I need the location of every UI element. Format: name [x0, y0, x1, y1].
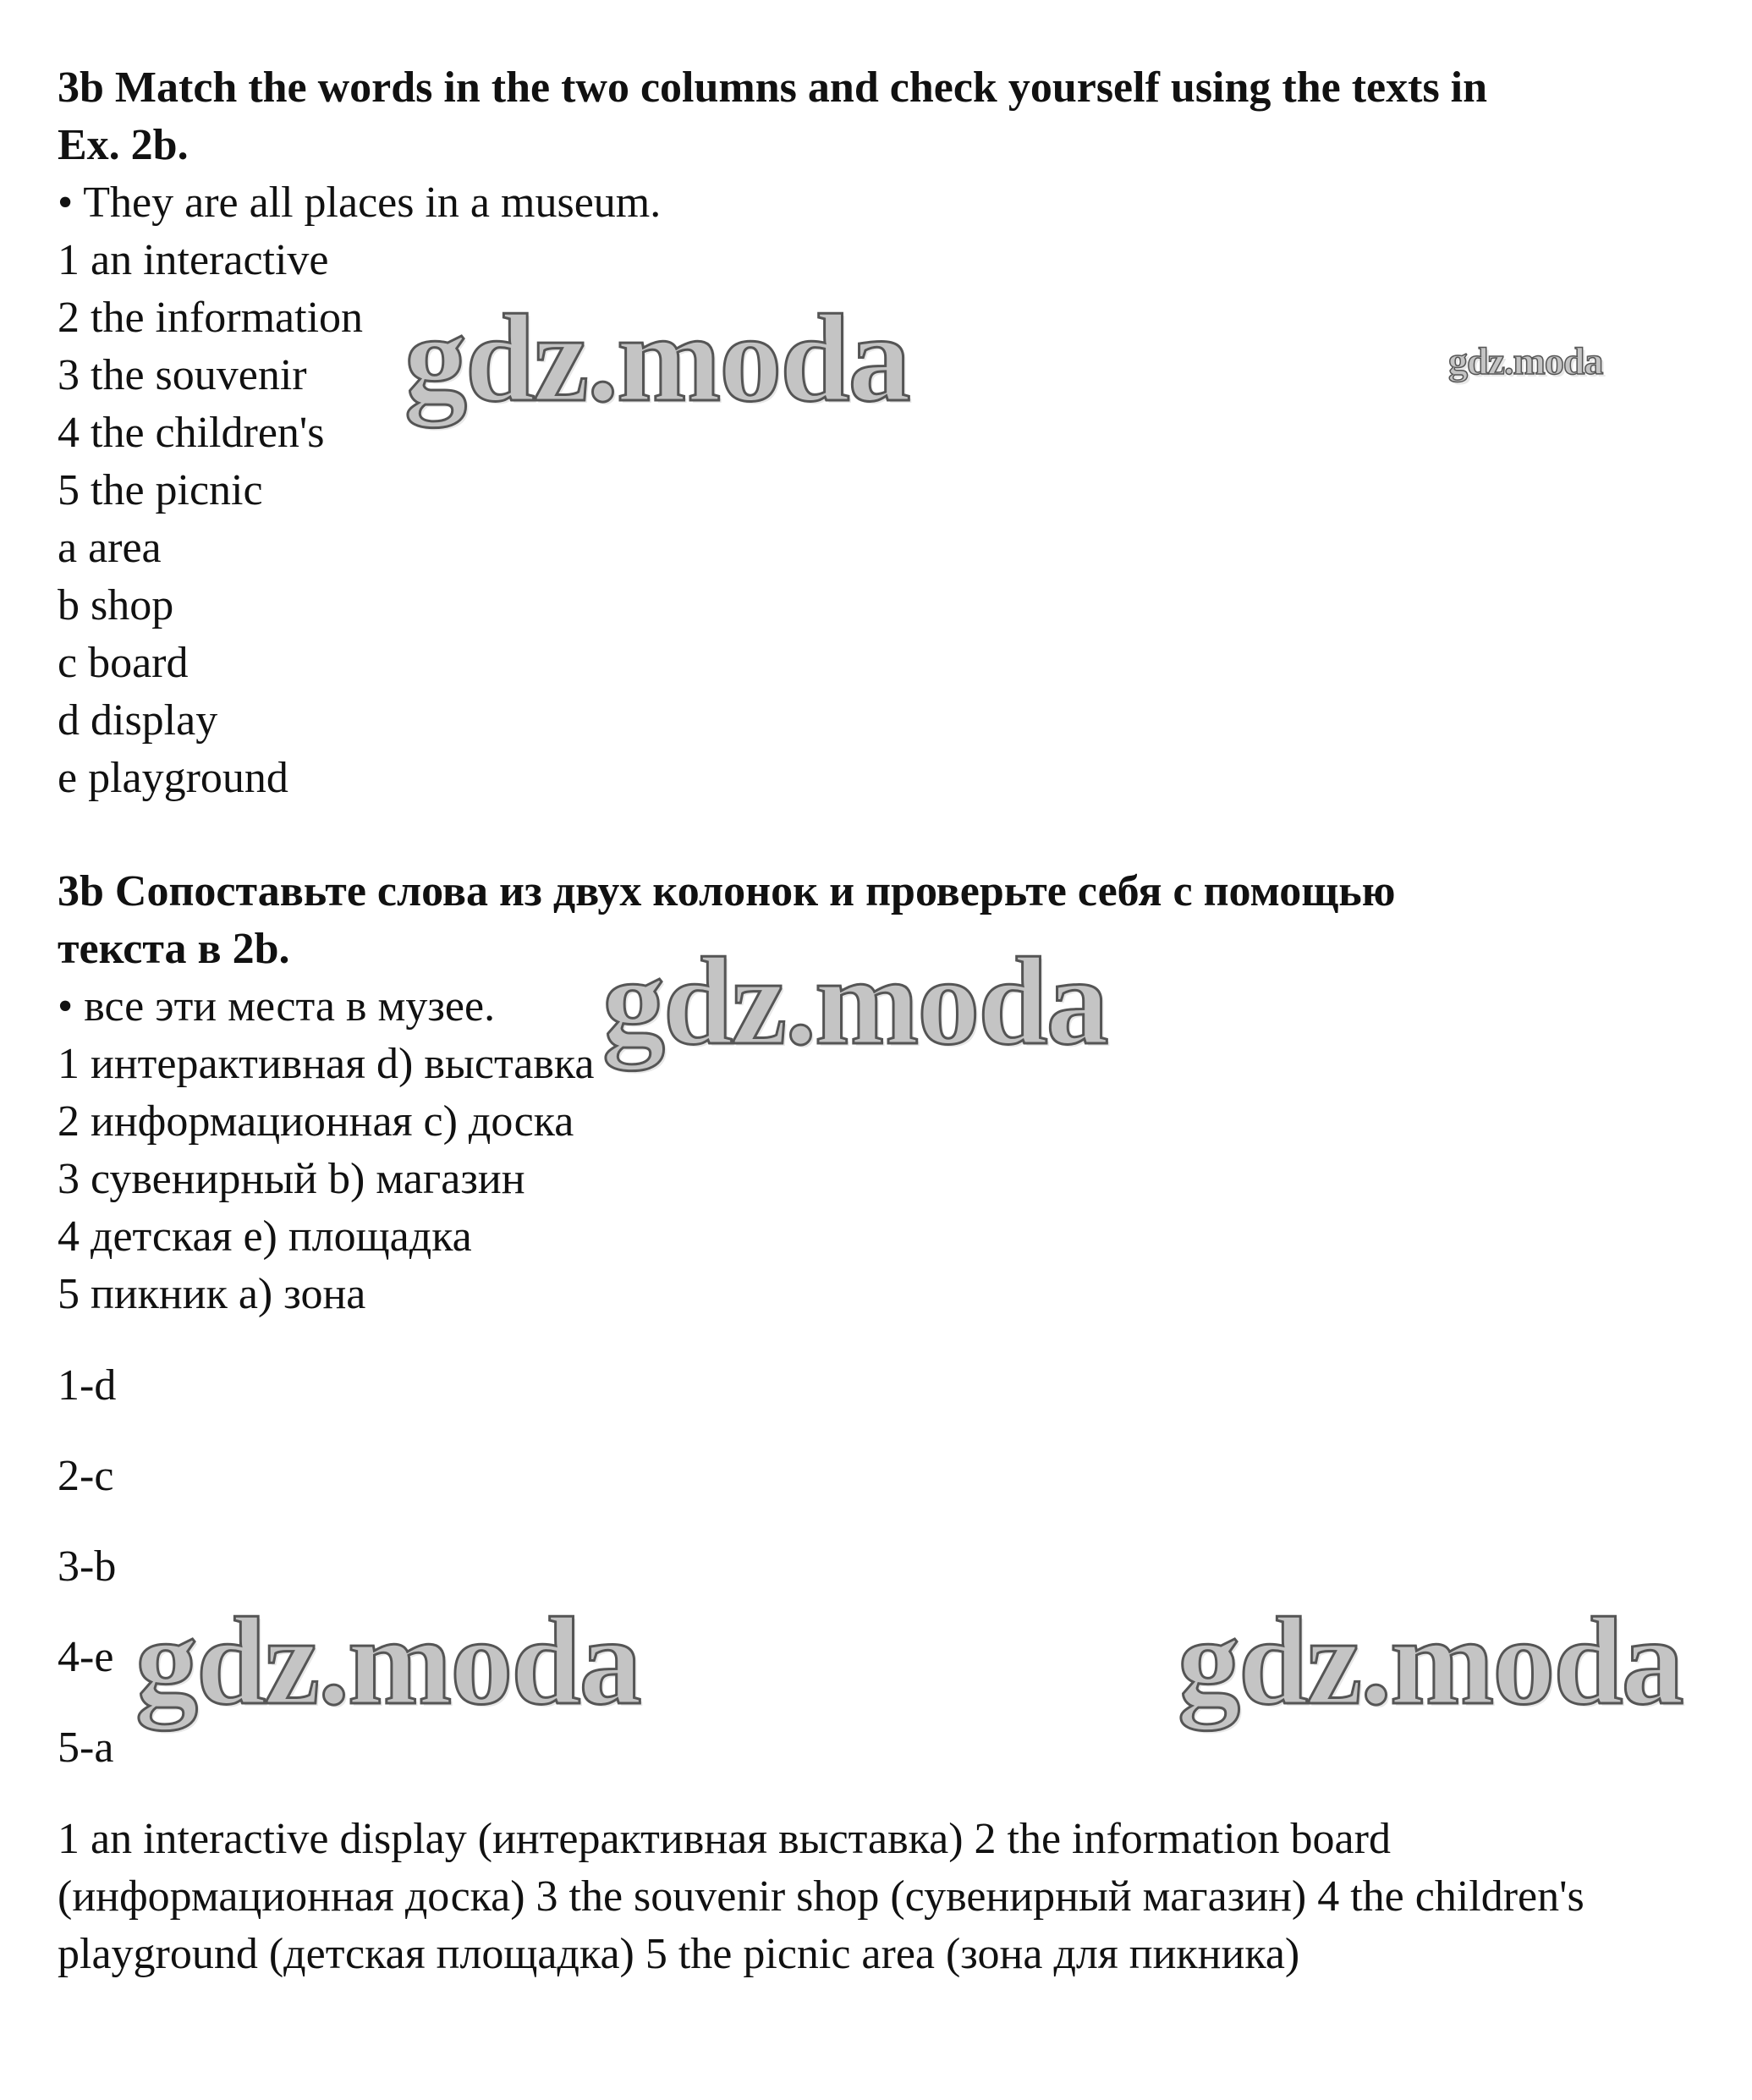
list-item: 2 the information — [58, 294, 364, 342]
list-item: e playground — [58, 754, 288, 802]
exercise-heading-en: 3b Match the words in the two columns and check yourself using the texts in — [58, 63, 1488, 112]
answer-item: 3-b — [58, 1542, 117, 1591]
list-item: 5 пикник a) зона — [58, 1270, 366, 1318]
list-item: b shop — [58, 581, 174, 629]
list-item: d display — [58, 696, 218, 745]
list-item: 1 an interactive — [58, 236, 329, 284]
answer-item: 1-d — [58, 1361, 117, 1410]
list-item: 4 детская e) площадка — [58, 1212, 472, 1261]
watermark-logo: gdz.moda — [602, 932, 1107, 1071]
answer-item: 4-e — [58, 1633, 114, 1681]
exercise-heading-ru: 3b Сопоставьте слова из двух колонок и проверьте себя с помощью — [58, 867, 1396, 915]
exercise-hint-ru: • все эти места в музее. — [58, 982, 496, 1031]
list-item: 4 the children's — [58, 409, 325, 457]
exercise-hint-en: • They are all places in a museum. — [58, 179, 662, 227]
watermark-logo: gdz.moda — [404, 289, 909, 428]
exercise-heading-ru-cont: текста в 2b. — [58, 925, 290, 973]
list-item: 2 информационная c) доска — [58, 1097, 574, 1146]
answer-item: 2-c — [58, 1452, 114, 1500]
watermark-logo: gdz.moda — [1178, 1592, 1683, 1731]
exercise-heading-en-cont: Ex. 2b. — [58, 121, 189, 169]
list-item: 3 сувенирный b) магазин — [58, 1155, 525, 1203]
list-item: 1 интерактивная d) выставка — [58, 1040, 595, 1088]
watermark-logo: gdz.moda — [1448, 339, 1603, 382]
watermark-logo: gdz.moda — [135, 1592, 640, 1731]
list-item: 5 the picnic — [58, 466, 263, 514]
summary-paragraph: 1 an interactive display (интерактивная выставка) 2 the information board (информационная доска) 3 the souvenir shop (сувенирный магазин) 4 the children's playground (детская площадка) 5 the picnic area (зона для пикника) — [58, 1815, 1584, 1978]
list-item: c board — [58, 639, 189, 687]
list-item: 3 the souvenir — [58, 351, 307, 399]
answer-item: 5-a — [58, 1723, 114, 1772]
list-item: a area — [58, 524, 162, 572]
